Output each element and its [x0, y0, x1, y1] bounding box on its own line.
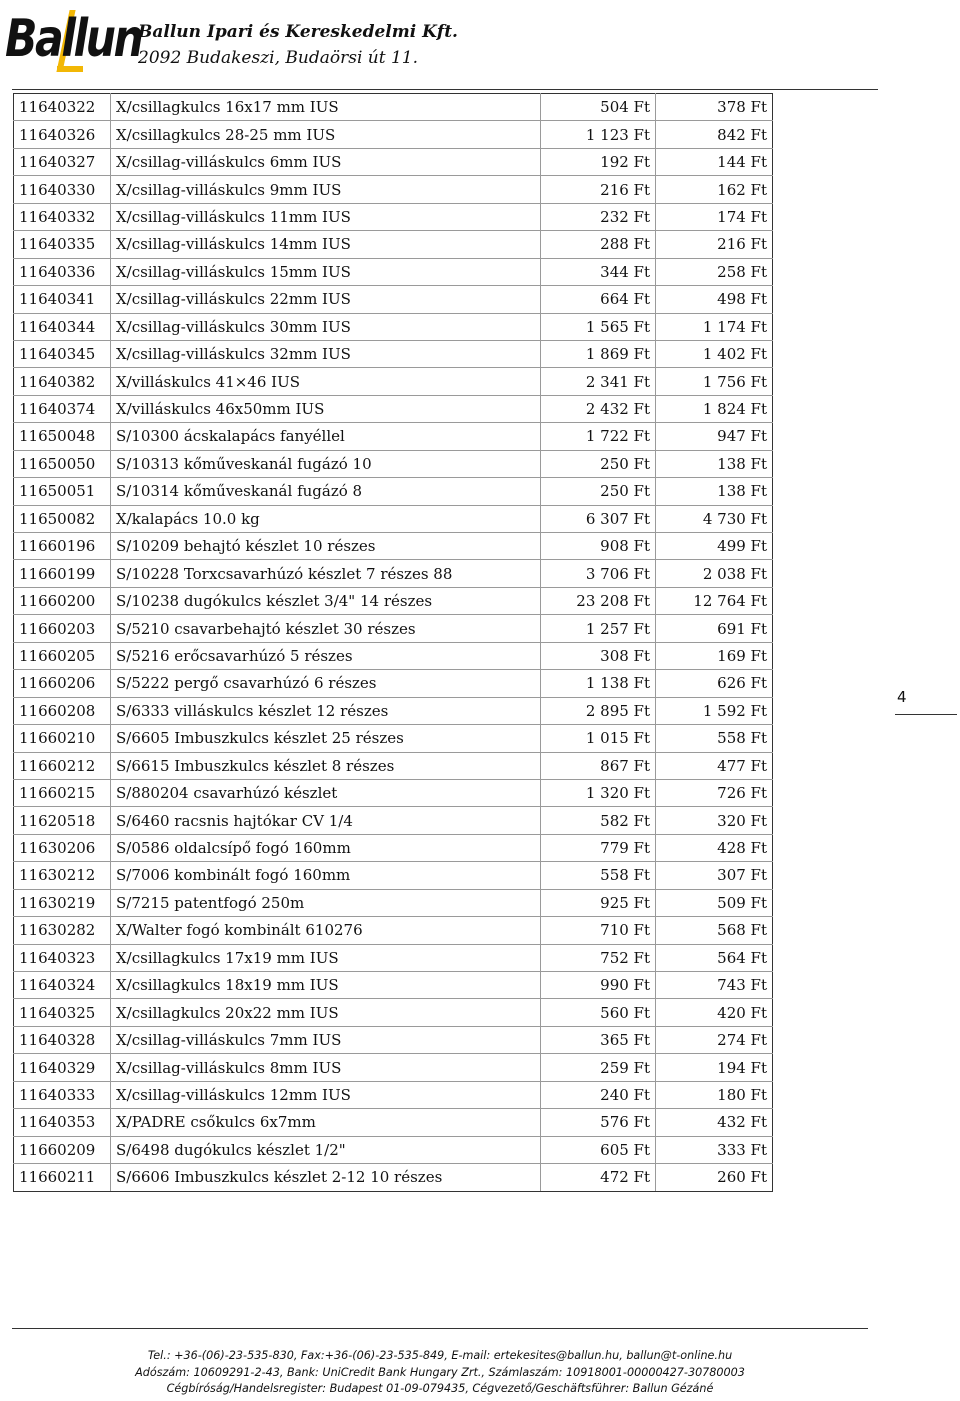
price-gross: 365 Ft — [541, 1026, 656, 1053]
product-name: X/csillagkulcs 28-25 mm IUS — [111, 121, 541, 148]
product-code: 11640341 — [14, 286, 111, 313]
product-name: X/csillagkulcs 18x19 mm IUS — [111, 972, 541, 999]
price-net: 498 Ft — [656, 286, 773, 313]
price-net: 1 174 Ft — [656, 313, 773, 340]
product-code: 11660205 — [14, 642, 111, 669]
price-gross: 664 Ft — [541, 286, 656, 313]
price-net: 169 Ft — [656, 642, 773, 669]
product-name: X/csillag-villáskulcs 32mm IUS — [111, 340, 541, 367]
table-row — [14, 258, 773, 285]
product-name: S/5210 csavarbehajtó készlet 30 részes — [111, 615, 541, 642]
product-code: 11640333 — [14, 1081, 111, 1108]
table-row — [14, 1054, 773, 1081]
price-gross: 240 Ft — [541, 1081, 656, 1108]
price-net: 1 402 Ft — [656, 340, 773, 367]
price-gross: 2 895 Ft — [541, 697, 656, 724]
header-divider — [12, 89, 878, 90]
price-gross: 560 Ft — [541, 999, 656, 1026]
price-gross: 250 Ft — [541, 478, 656, 505]
price-net: 509 Ft — [656, 889, 773, 916]
table-row — [14, 1109, 773, 1136]
logo-text: Ballun — [5, 9, 142, 69]
price-net: 726 Ft — [656, 779, 773, 806]
product-code: 11650082 — [14, 505, 111, 532]
product-code: 11620518 — [14, 807, 111, 834]
price-gross: 288 Ft — [541, 231, 656, 258]
price-net: 564 Ft — [656, 944, 773, 971]
table-row — [14, 478, 773, 505]
table-row — [14, 1164, 773, 1191]
table-row — [14, 889, 773, 916]
product-name: X/csillagkulcs 20x22 mm IUS — [111, 999, 541, 1026]
product-name: X/csillag-villáskulcs 14mm IUS — [111, 231, 541, 258]
price-net: 378 Ft — [656, 94, 773, 121]
product-name: S/6498 dugókulcs készlet 1/2" — [111, 1136, 541, 1163]
product-code: 11630212 — [14, 862, 111, 889]
footer-registry: Cégbíróság/Handelsregister: Budapest 01-09-079435, Cégvezető/Geschäftsführer: Ballun Gézáné — [166, 1382, 714, 1395]
price-gross: 192 Ft — [541, 148, 656, 175]
product-name: S/6605 Imbuszkulcs készlet 25 részes — [111, 725, 541, 752]
product-code: 11640325 — [14, 999, 111, 1026]
price-net: 194 Ft — [656, 1054, 773, 1081]
table-row — [14, 94, 773, 121]
product-name: S/10300 ácskalapács fanyéllel — [111, 423, 541, 450]
product-code: 11640329 — [14, 1054, 111, 1081]
product-code: 11660209 — [14, 1136, 111, 1163]
table-row — [14, 203, 773, 230]
product-code: 11660210 — [14, 725, 111, 752]
table-row — [14, 121, 773, 148]
product-code: 11630206 — [14, 834, 111, 861]
product-code: 11640328 — [14, 1026, 111, 1053]
table-row — [14, 423, 773, 450]
price-gross: 576 Ft — [541, 1109, 656, 1136]
price-net: 743 Ft — [656, 972, 773, 999]
price-gross: 3 706 Ft — [541, 560, 656, 587]
price-net: 144 Ft — [656, 148, 773, 175]
price-gross: 472 Ft — [541, 1164, 656, 1191]
price-gross: 2 341 Ft — [541, 368, 656, 395]
price-net: 1 824 Ft — [656, 395, 773, 422]
price-gross: 605 Ft — [541, 1136, 656, 1163]
price-net: 138 Ft — [656, 450, 773, 477]
product-name: X/csillagkulcs 17x19 mm IUS — [111, 944, 541, 971]
price-net: 1 592 Ft — [656, 697, 773, 724]
price-net: 558 Ft — [656, 725, 773, 752]
product-name: X/csillag-villáskulcs 12mm IUS — [111, 1081, 541, 1108]
product-code: 11660211 — [14, 1164, 111, 1191]
product-code: 11660199 — [14, 560, 111, 587]
product-name: X/csillagkulcs 16x17 mm IUS — [111, 94, 541, 121]
product-name: X/csillag-villáskulcs 7mm IUS — [111, 1026, 541, 1053]
product-name: X/csillag-villáskulcs 6mm IUS — [111, 148, 541, 175]
page-number: 4 — [897, 688, 907, 706]
product-name: S/5216 erőcsavarhúzó 5 részes — [111, 642, 541, 669]
product-name: S/6606 Imbuszkulcs készlet 2-12 10 részes — [111, 1164, 541, 1191]
product-name: S/880204 csavarhúzó készlet — [111, 779, 541, 806]
price-net: 12 764 Ft — [656, 587, 773, 614]
company-name: Ballun Ipari és Kereskedelmi Kft. — [138, 22, 458, 42]
product-code: 11640374 — [14, 395, 111, 422]
product-name: S/7215 patentfogó 250m — [111, 889, 541, 916]
price-net: 320 Ft — [656, 807, 773, 834]
price-net: 2 038 Ft — [656, 560, 773, 587]
price-net: 626 Ft — [656, 670, 773, 697]
price-gross: 216 Ft — [541, 176, 656, 203]
product-code: 11650050 — [14, 450, 111, 477]
price-net: 499 Ft — [656, 533, 773, 560]
price-net: 274 Ft — [656, 1026, 773, 1053]
table-row — [14, 972, 773, 999]
product-code: 11660212 — [14, 752, 111, 779]
product-code: 11650051 — [14, 478, 111, 505]
product-name: X/csillag-villáskulcs 9mm IUS — [111, 176, 541, 203]
page-number-underline — [895, 714, 957, 715]
price-gross: 1 257 Ft — [541, 615, 656, 642]
price-gross: 23 208 Ft — [541, 587, 656, 614]
product-code: 11660215 — [14, 779, 111, 806]
table-row — [14, 560, 773, 587]
table-row — [14, 615, 773, 642]
price-net: 307 Ft — [656, 862, 773, 889]
price-gross: 259 Ft — [541, 1054, 656, 1081]
table-row — [14, 231, 773, 258]
product-name: S/10209 behajtó készlet 10 részes — [111, 533, 541, 560]
price-gross: 752 Ft — [541, 944, 656, 971]
price-gross: 504 Ft — [541, 94, 656, 121]
table-row — [14, 1026, 773, 1053]
price-gross: 232 Ft — [541, 203, 656, 230]
table-row — [14, 834, 773, 861]
product-code: 11640324 — [14, 972, 111, 999]
product-code: 11660208 — [14, 697, 111, 724]
product-code: 11640345 — [14, 340, 111, 367]
table-row — [14, 944, 773, 971]
price-gross: 1 138 Ft — [541, 670, 656, 697]
price-net: 258 Ft — [656, 258, 773, 285]
product-name: S/10313 kőműveskanál fugázó 10 — [111, 450, 541, 477]
price-gross: 1 869 Ft — [541, 340, 656, 367]
price-table-body — [14, 94, 773, 1192]
price-gross: 990 Ft — [541, 972, 656, 999]
price-gross: 2 432 Ft — [541, 395, 656, 422]
product-name: S/6333 villáskulcs készlet 12 részes — [111, 697, 541, 724]
table-row — [14, 505, 773, 532]
price-net: 947 Ft — [656, 423, 773, 450]
table-row — [14, 999, 773, 1026]
product-code: 11640335 — [14, 231, 111, 258]
table-row — [14, 340, 773, 367]
price-gross: 925 Ft — [541, 889, 656, 916]
price-gross: 779 Ft — [541, 834, 656, 861]
product-name: X/csillag-villáskulcs 15mm IUS — [111, 258, 541, 285]
product-code: 11630219 — [14, 889, 111, 916]
table-row — [14, 917, 773, 944]
table-row — [14, 862, 773, 889]
product-name: X/PADRE csőkulcs 6x7mm — [111, 1109, 541, 1136]
product-name: X/csillag-villáskulcs 11mm IUS — [111, 203, 541, 230]
product-code: 11640332 — [14, 203, 111, 230]
product-code: 11630282 — [14, 917, 111, 944]
company-address: 2092 Budakeszi, Budaörsi út 11. — [138, 48, 419, 68]
product-name: X/csillag-villáskulcs 22mm IUS — [111, 286, 541, 313]
price-net: 162 Ft — [656, 176, 773, 203]
table-row — [14, 752, 773, 779]
price-net: 842 Ft — [656, 121, 773, 148]
table-row — [14, 725, 773, 752]
product-name: S/7006 kombinált fogó 160mm — [111, 862, 541, 889]
table-row — [14, 286, 773, 313]
product-name: S/10238 dugókulcs készlet 3/4" 14 részes — [111, 587, 541, 614]
product-name: S/6615 Imbuszkulcs készlet 8 részes — [111, 752, 541, 779]
table-row — [14, 642, 773, 669]
table-row — [14, 1081, 773, 1108]
product-code: 11660200 — [14, 587, 111, 614]
price-gross: 250 Ft — [541, 450, 656, 477]
price-net: 260 Ft — [656, 1164, 773, 1191]
price-gross: 6 307 Ft — [541, 505, 656, 532]
table-row — [14, 1136, 773, 1163]
product-code: 11660196 — [14, 533, 111, 560]
price-net: 428 Ft — [656, 834, 773, 861]
table-row — [14, 779, 773, 806]
product-code: 11640353 — [14, 1109, 111, 1136]
product-name: S/10314 kőműveskanál fugázó 8 — [111, 478, 541, 505]
price-net: 138 Ft — [656, 478, 773, 505]
price-gross: 1 722 Ft — [541, 423, 656, 450]
price-gross: 710 Ft — [541, 917, 656, 944]
price-table — [13, 93, 773, 1192]
product-code: 11640344 — [14, 313, 111, 340]
footer-divider — [12, 1328, 868, 1329]
product-code: 11640336 — [14, 258, 111, 285]
table-row — [14, 697, 773, 724]
price-net: 4 730 Ft — [656, 505, 773, 532]
price-gross: 344 Ft — [541, 258, 656, 285]
price-gross: 1 320 Ft — [541, 779, 656, 806]
footer-bank: Adószám: 10609291-2-43, Bank: UniCredit Bank Hungary Zrt., Számlaszám: 10918001-00000427-30780003 — [135, 1366, 745, 1379]
price-net: 174 Ft — [656, 203, 773, 230]
table-row — [14, 176, 773, 203]
price-gross: 867 Ft — [541, 752, 656, 779]
product-code: 11650048 — [14, 423, 111, 450]
price-gross: 582 Ft — [541, 807, 656, 834]
price-gross: 558 Ft — [541, 862, 656, 889]
price-net: 477 Ft — [656, 752, 773, 779]
price-net: 180 Ft — [656, 1081, 773, 1108]
product-name: S/0586 oldalcsípő fogó 160mm — [111, 834, 541, 861]
table-row — [14, 148, 773, 175]
product-code: 11640382 — [14, 368, 111, 395]
price-gross: 308 Ft — [541, 642, 656, 669]
table-row — [14, 807, 773, 834]
price-net: 420 Ft — [656, 999, 773, 1026]
product-name: X/Walter fogó kombinált 610276 — [111, 917, 541, 944]
company-logo — [5, 6, 142, 72]
price-net: 333 Ft — [656, 1136, 773, 1163]
product-code: 11660206 — [14, 670, 111, 697]
product-name: X/csillag-villáskulcs 8mm IUS — [111, 1054, 541, 1081]
product-code: 11640322 — [14, 94, 111, 121]
price-net: 691 Ft — [656, 615, 773, 642]
price-gross: 1 015 Ft — [541, 725, 656, 752]
price-net: 568 Ft — [656, 917, 773, 944]
footer-contact: Tel.: +36-(06)-23-535-830, Fax:+36-(06)-23-535-849, E-mail: ertekesites@ballun.hu, ballun@t-online.hu — [147, 1349, 733, 1362]
table-row — [14, 533, 773, 560]
table-row — [14, 395, 773, 422]
table-row — [14, 587, 773, 614]
product-name: S/10228 Torxcsavarhúzó készlet 7 részes 88 — [111, 560, 541, 587]
table-row — [14, 313, 773, 340]
price-gross: 908 Ft — [541, 533, 656, 560]
product-code: 11640326 — [14, 121, 111, 148]
product-code: 11660203 — [14, 615, 111, 642]
price-gross: 1 123 Ft — [541, 121, 656, 148]
product-name: X/villáskulcs 41×46 IUS — [111, 368, 541, 395]
product-code: 11640330 — [14, 176, 111, 203]
product-code: 11640323 — [14, 944, 111, 971]
price-net: 1 756 Ft — [656, 368, 773, 395]
product-name: X/kalapács 10.0 kg — [111, 505, 541, 532]
product-code: 11640327 — [14, 148, 111, 175]
product-name: S/6460 racsnis hajtókar CV 1/4 — [111, 807, 541, 834]
price-net: 216 Ft — [656, 231, 773, 258]
table-row — [14, 450, 773, 477]
price-net: 432 Ft — [656, 1109, 773, 1136]
table-row — [14, 368, 773, 395]
product-name: X/villáskulcs 46x50mm IUS — [111, 395, 541, 422]
product-name: S/5222 pergő csavarhúzó 6 részes — [111, 670, 541, 697]
price-gross: 1 565 Ft — [541, 313, 656, 340]
table-row — [14, 670, 773, 697]
product-name: X/csillag-villáskulcs 30mm IUS — [111, 313, 541, 340]
